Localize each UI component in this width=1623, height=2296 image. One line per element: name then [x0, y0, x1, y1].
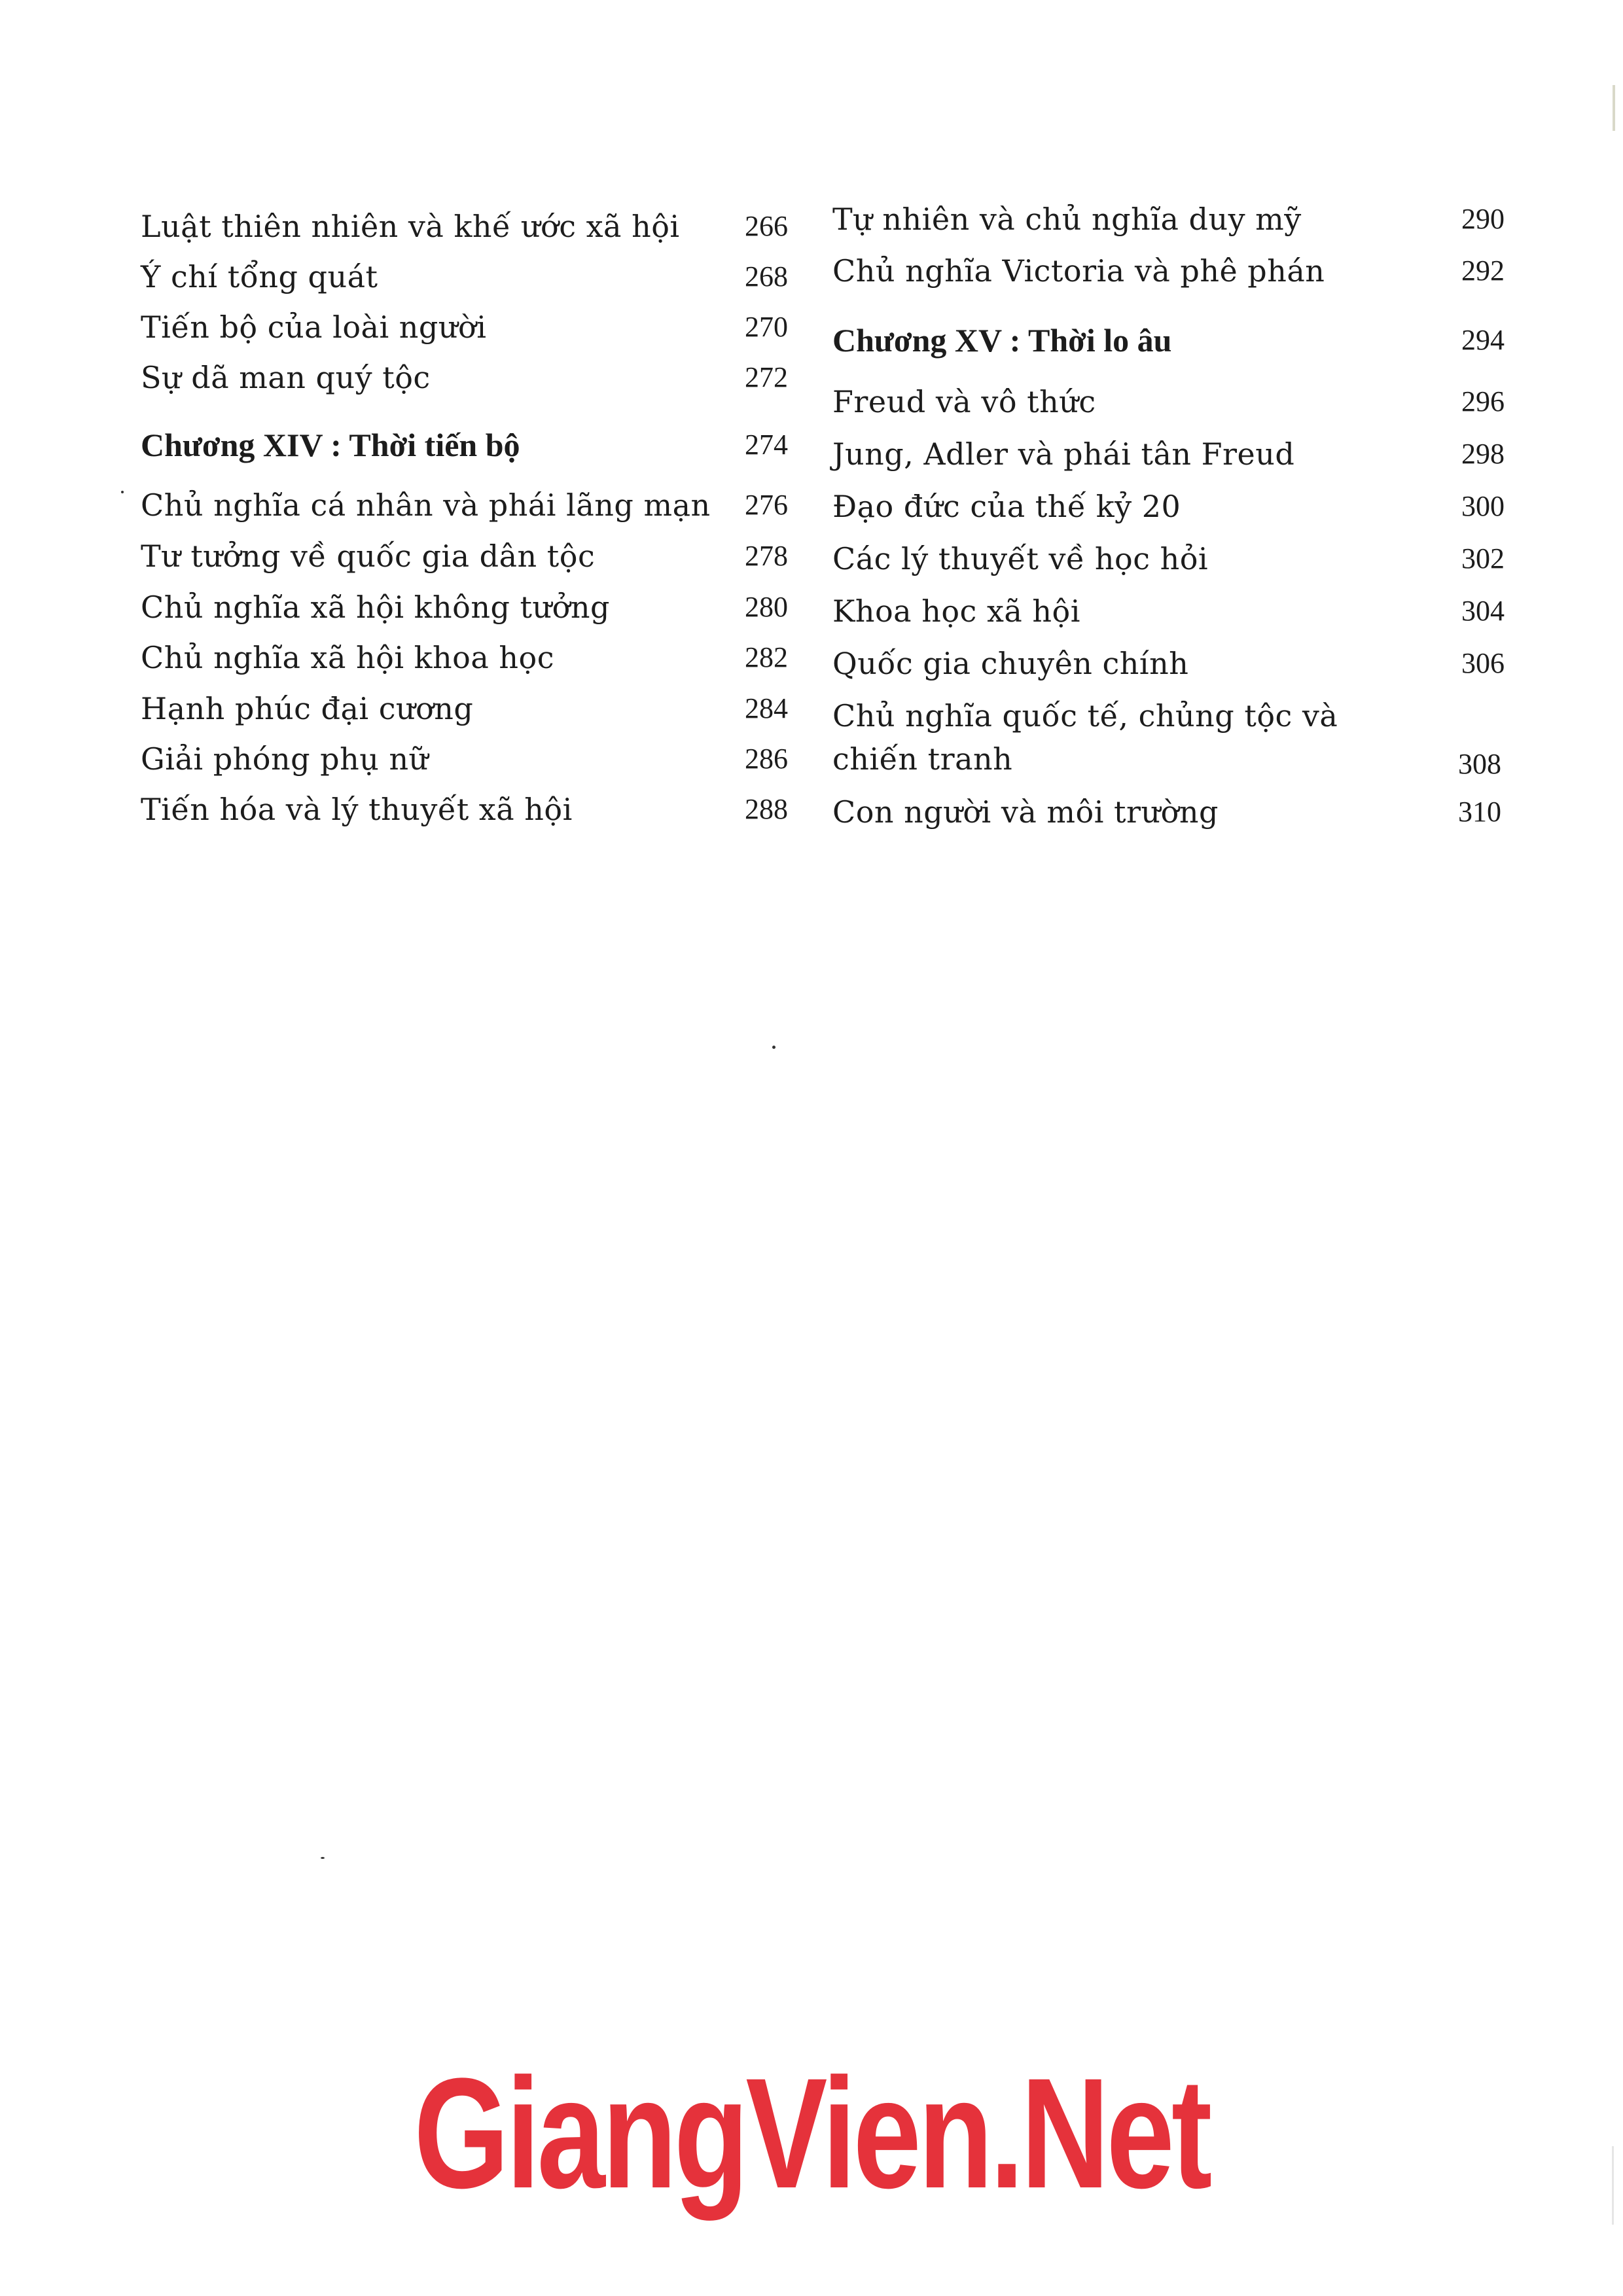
toc-entry-title: Tiến bộ của loài người: [141, 309, 487, 345]
toc-entry-page: 272: [745, 361, 788, 393]
toc-entry-page: 274: [745, 429, 788, 461]
toc-entry-page: 278: [745, 540, 788, 572]
toc-entry-title: Sự dã man quý tộc: [141, 360, 431, 395]
toc-entry-title: Tiến hóa và lý thuyết xã hội: [141, 792, 573, 827]
toc-entry-title: Chủ nghĩa cá nhân và phái lãng mạn: [141, 487, 711, 523]
toc-entry-title: Đạo đức của thế kỷ 20: [832, 489, 1181, 524]
scan-speck: [772, 1046, 776, 1049]
toc-entry-title-line: Chủ nghĩa quốc tế, chủng tộc và: [832, 698, 1338, 733]
toc-entry-title: Tư tưởng về quốc gia dân tộc: [141, 539, 596, 574]
toc-entry-title: Hạnh phúc đại cương: [141, 691, 474, 726]
toc-entry-title: Chủ nghĩa Victoria và phê phán: [832, 253, 1325, 289]
toc-entry-page: 306: [1461, 647, 1505, 679]
toc-entry-title: Con người và môi trường: [832, 794, 1219, 830]
toc-entry-title: Các lý thuyết về học hỏi: [832, 541, 1209, 576]
toc-entry-page: 298: [1461, 438, 1505, 470]
toc-entry-page: 300: [1461, 490, 1505, 522]
scan-edge-mark: [1612, 2146, 1614, 2225]
toc-entry-title: Chủ nghĩa xã hội không tưởng: [141, 590, 610, 625]
toc-entry-title: Giải phóng phụ nữ: [141, 741, 429, 777]
watermark-logo: GiangVien.Net: [414, 2045, 1209, 2221]
toc-entry-title: Chủ nghĩa xã hội khoa học: [141, 640, 554, 675]
toc-entry-title: Luật thiên nhiên và khế ước xã hội: [141, 209, 680, 244]
toc-entry-title-line: chiến tranh: [832, 741, 1013, 777]
toc-entry-page: 296: [1461, 385, 1505, 417]
scan-speck: [321, 1857, 325, 1859]
toc-entry-page: 270: [745, 311, 788, 343]
toc-entry-page: 304: [1461, 595, 1505, 627]
toc-entry-page: 308: [1458, 748, 1501, 780]
toc-entry-page: 268: [745, 260, 788, 292]
toc-entry-page: 284: [745, 692, 788, 724]
toc-entry-page: 280: [745, 591, 788, 623]
toc-entry-title: Khoa học xã hội: [832, 593, 1080, 629]
toc-entry-page: 276: [745, 489, 788, 521]
toc-entry-page: 288: [745, 793, 788, 825]
toc-entry-page: 266: [745, 210, 788, 242]
toc-entry-title: [832, 698, 1338, 777]
toc-entry-page: 310: [1458, 796, 1501, 828]
toc-entry-title: Quốc gia chuyên chính: [832, 646, 1189, 681]
toc-entry-page: 282: [745, 641, 788, 673]
scan-edge-mark: [1613, 85, 1615, 131]
toc-entry-title: Tự nhiên và chủ nghĩa duy mỹ: [832, 202, 1302, 237]
toc-entry-page: 286: [745, 743, 788, 775]
toc-entry-title: Ý chí tổng quát: [141, 259, 378, 294]
toc-chapter-title: Chương XIV : Thời tiến bộ: [141, 427, 520, 463]
toc-entry-page: 294: [1461, 324, 1505, 356]
toc-entry-title: Jung, Adler và phái tân Freud: [832, 436, 1295, 472]
scan-speck: [121, 491, 124, 493]
toc-entry-page: 290: [1461, 203, 1505, 235]
toc-entry-page: 302: [1461, 542, 1505, 574]
toc-chapter-title: Chương XV : Thời lo âu: [832, 322, 1172, 359]
toc-entry-page: 292: [1461, 255, 1505, 287]
toc-entry-title: Freud và vô thức: [832, 384, 1096, 419]
